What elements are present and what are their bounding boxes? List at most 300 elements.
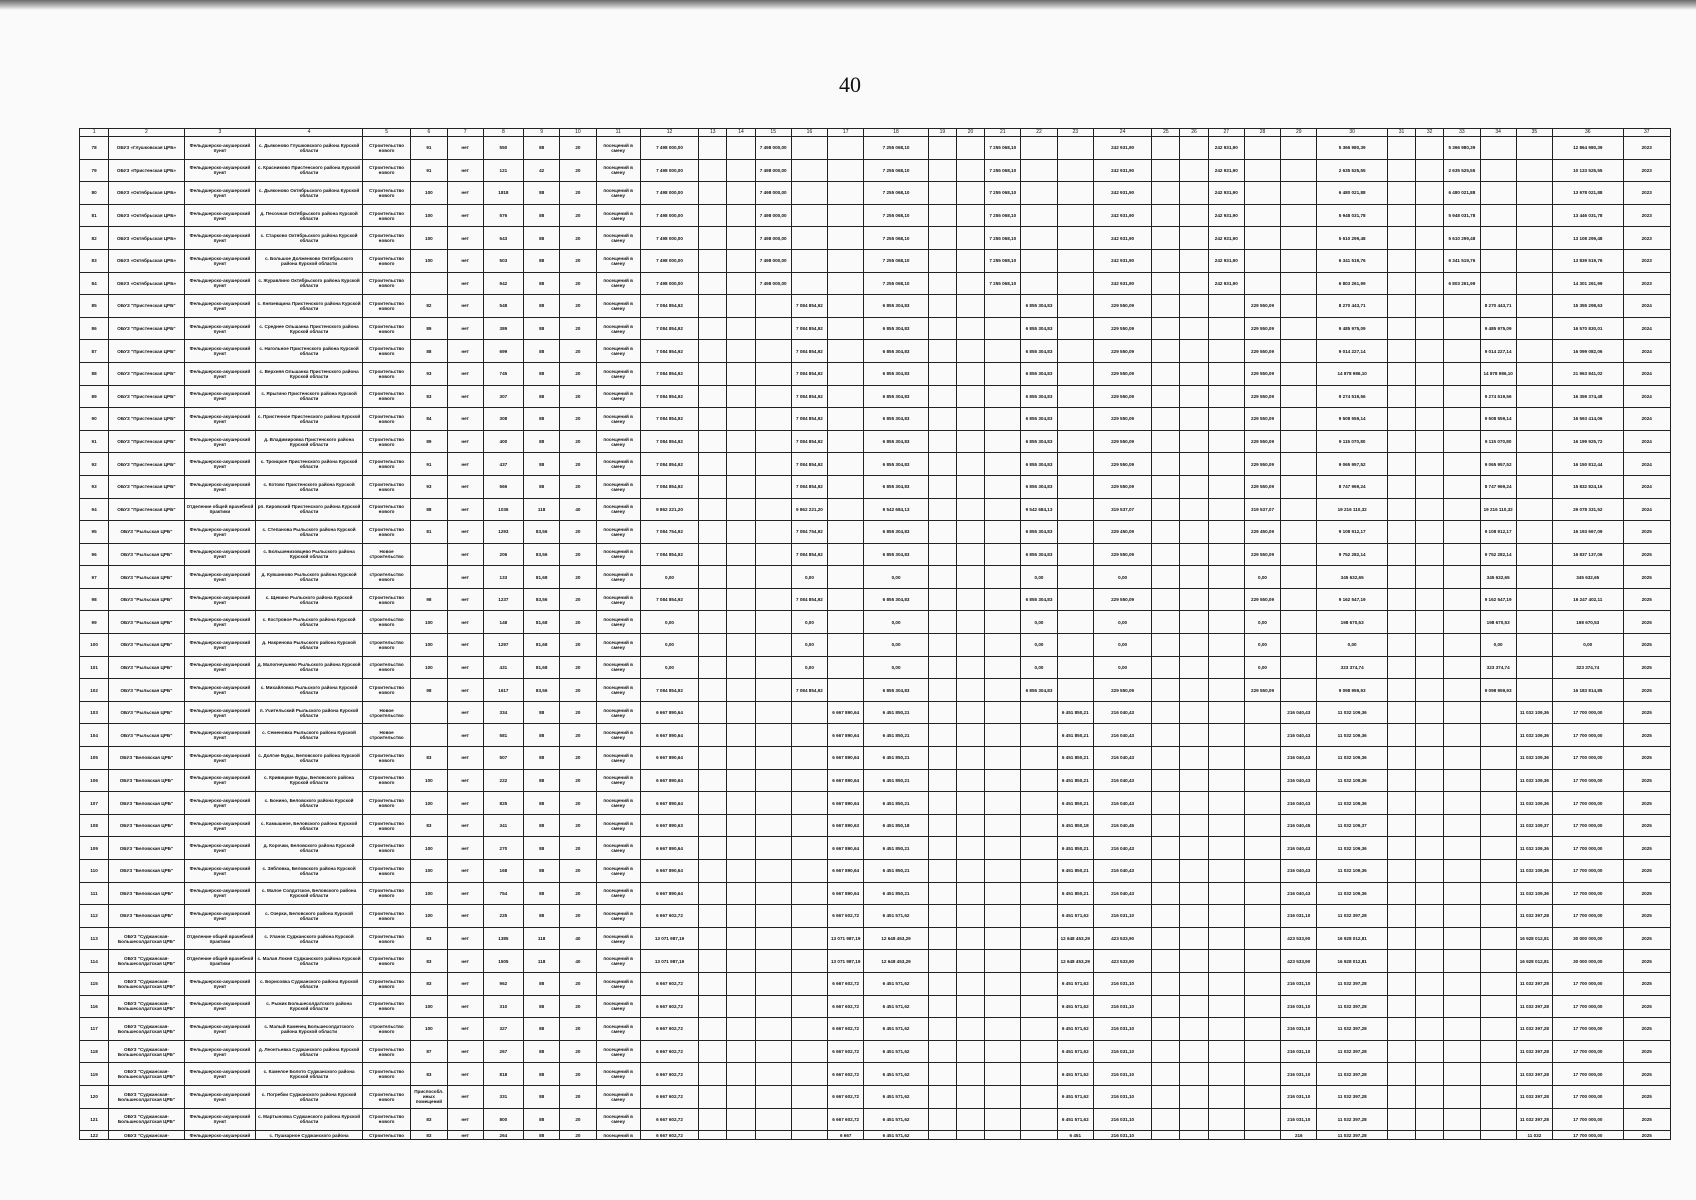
table-cell [755,1040,791,1063]
table-cell: 216 040,43 [1093,701,1151,724]
table-cell: посещений в смену [596,792,640,815]
table-cell: 88 [524,475,560,498]
table-cell [1281,159,1317,182]
table-cell [727,362,755,385]
table-cell: 114 [80,950,109,973]
table-cell [1244,747,1280,770]
table-cell [928,611,956,634]
table-cell: посещений в смену [596,182,640,205]
table-cell: 270 [483,837,523,860]
table-cell [699,769,727,792]
table-cell [1021,1131,1057,1140]
table-cell: 7 084 854,92 [791,543,827,566]
table-cell [1152,747,1180,770]
table-cell [828,204,864,227]
table-cell: 0,00 [640,566,698,589]
table-cell [985,498,1021,521]
table-cell: 118 [524,927,560,950]
column-header: 17 [828,129,864,137]
table-cell [1057,566,1093,589]
table-row [80,1063,1671,1086]
table-cell: 93 [411,362,447,385]
table-cell [1444,1108,1480,1131]
table-cell [1416,340,1444,363]
table-cell: 216 040,43 [1093,747,1151,770]
table-cell: 216 040,43 [1281,860,1317,883]
table-cell: 5 366 980,39 [1317,137,1387,160]
table-cell: Отделение общей врачебной практики [184,950,255,973]
table-cell: 96 [80,543,109,566]
table-cell: 6 667 890,64 [640,724,698,747]
table-cell: 2025 [1623,1040,1671,1063]
table-cell: 5 610 299,48 [1444,227,1480,250]
table-cell: 9 542 684,13 [864,498,928,521]
table-cell [828,498,864,521]
table-cell [928,295,956,318]
table-cell: 11 032 397,28 [1516,1063,1552,1086]
table-cell: 242 931,90 [1093,227,1151,250]
table-cell [828,227,864,250]
table-cell: 112 [80,905,109,928]
table-cell: 6 451 571,62 [864,1040,928,1063]
table-cell [727,453,755,476]
table-cell [828,317,864,340]
table-cell [699,362,727,385]
table-cell: 7 255 068,10 [985,272,1021,295]
table-row [80,430,1671,453]
table-cell [1416,453,1444,476]
table-cell: 6 451 571,62 [1057,995,1093,1018]
table-cell [791,792,827,815]
table-row [80,340,1671,363]
table-cell: 216 031,10 [1281,995,1317,1018]
table-cell: 100 [411,249,447,272]
table-cell: 7 498 000,00 [755,159,791,182]
table-cell: 216 031,10 [1093,972,1151,995]
table-cell: 11 032 397,28 [1317,995,1387,1018]
table-cell [1180,475,1208,498]
table-cell [985,792,1021,815]
table-cell: 9 274 519,56 [1480,385,1516,408]
table-cell: 2025 [1623,1063,1671,1086]
table-cell [828,453,864,476]
table-cell [755,1018,791,1041]
table-cell: 7 255 068,10 [985,249,1021,272]
table-cell: 242 931,90 [1093,272,1151,295]
table-cell [1244,724,1280,747]
table-cell: 345 632,65 [1317,566,1387,589]
table-cell [928,1040,956,1063]
table-cell [1180,1063,1208,1086]
table-cell [928,747,956,770]
table-cell: 2025 [1623,995,1671,1018]
table-cell [1057,430,1093,453]
table-cell: 2025 [1623,543,1671,566]
table-cell: 6 451 571,62 [1057,905,1093,928]
table-cell [755,792,791,815]
table-cell: 242 931,90 [1093,249,1151,272]
table-cell: 133 [483,566,523,589]
table-cell [928,1063,956,1086]
table-cell [1152,905,1180,928]
table-cell [828,475,864,498]
table-cell: 423 533,90 [1281,927,1317,950]
table-cell [1516,249,1552,272]
table-cell [1281,227,1317,250]
table-cell: 6 451 850,21 [1057,747,1093,770]
table-cell [1416,769,1444,792]
table-cell: 242 931,90 [1208,227,1244,250]
table-cell: п. Учительский Рыльского района Курской области [256,701,363,724]
table-cell: 319 537,07 [1093,498,1151,521]
table-cell [699,950,727,973]
table-cell [1387,430,1415,453]
table-cell: посещений в смену [596,295,640,318]
table-cell: 88 [411,340,447,363]
table-cell: 216 040,43 [1281,701,1317,724]
table-cell: строительство нового [362,611,410,634]
table-cell: с. Борисовка Суджанского района Курской области [256,972,363,995]
table-cell: 2024 [1623,317,1671,340]
table-cell: 11 032 109,37 [1317,814,1387,837]
table-cell [699,137,727,160]
table-cell: 242 931,90 [1093,204,1151,227]
table-cell [1416,611,1444,634]
table-cell: 242 931,90 [1208,272,1244,295]
table-cell [1180,408,1208,431]
table-cell: 86 [80,317,109,340]
table-cell: 6 451 850,21 [864,860,928,883]
table-cell: посещений в смену [596,747,640,770]
table-cell: 6 667 890,64 [828,860,864,883]
table-cell: 87 [80,340,109,363]
table-cell [1387,204,1415,227]
table-cell: 229 550,09 [1244,679,1280,702]
table-cell: 20 [560,1040,596,1063]
table-cell: 423 533,90 [1093,927,1151,950]
table-cell [755,656,791,679]
table-cell [1444,905,1480,928]
table-cell [956,927,984,950]
table-cell: нет [447,747,483,770]
table-cell [956,295,984,318]
table-cell [985,385,1021,408]
table-cell [1387,814,1415,837]
table-cell: 6 667 602,72 [640,1040,698,1063]
table-cell: Строительство нового [362,588,410,611]
table-cell: 216 040,43 [1281,769,1317,792]
table-cell [1416,1131,1444,1140]
table-cell: 7 084 854,92 [640,543,698,566]
table-cell: Строительство нового [362,137,410,160]
table-cell [755,950,791,973]
table-cell [1516,227,1552,250]
table-cell [985,295,1021,318]
table-cell [956,837,984,860]
table-cell [1180,430,1208,453]
table-cell [727,950,755,973]
table-cell: 7 084 854,92 [791,408,827,431]
table-cell [1444,679,1480,702]
table-cell: 7 084 854,92 [640,475,698,498]
table-cell: 83 [411,1108,447,1131]
table-cell: ОБУЗ "Суджанская-Большесолдатская ЦРБ" [109,1063,185,1086]
table-cell: 229 550,09 [1244,543,1280,566]
table-cell [956,792,984,815]
table-cell [1416,498,1444,521]
table-row [80,814,1671,837]
table-cell: 6 667 602,72 [828,1040,864,1063]
table-cell [1152,927,1180,950]
table-cell: 100 [411,634,447,657]
table-cell: Фельдшерско-акушерский пункт [184,814,255,837]
table-cell: 6 451 571,62 [864,1131,928,1140]
table-cell: 6 667 602,72 [828,1063,864,1086]
table-cell: 6 451 571,62 [1057,1040,1093,1063]
table-cell: 83 [411,927,447,950]
table-cell [1244,1131,1280,1140]
table-cell [985,340,1021,363]
table-cell [1444,362,1480,385]
table-row [80,950,1671,973]
table-cell: 7 498 000,00 [755,137,791,160]
table-cell [1208,340,1244,363]
table-cell: Фельдшерско-акушерский пункт [184,1018,255,1041]
table-cell: 11 032 109,36 [1317,769,1387,792]
table-cell [1057,475,1093,498]
table-cell [1152,362,1180,385]
table-cell [1516,340,1552,363]
table-cell: 110 [80,860,109,883]
table-cell: 5 948 031,78 [1317,204,1387,227]
table-cell: 88 [524,340,560,363]
table-cell: 20 [560,227,596,250]
table-cell [828,408,864,431]
table-cell [755,837,791,860]
table-cell [791,204,827,227]
table-cell [1208,362,1244,385]
column-header: 24 [1093,129,1151,137]
table-cell [1057,679,1093,702]
table-cell [791,747,827,770]
table-cell: посещений в смену [596,498,640,521]
table-cell: 2025 [1623,724,1671,747]
table-cell [1444,385,1480,408]
table-cell [1416,995,1444,1018]
table-cell [1208,317,1244,340]
table-cell: Строительство нового [362,882,410,905]
table-cell [956,249,984,272]
table-cell [1516,566,1552,589]
table-row [80,475,1671,498]
table-cell: 17 700 000,00 [1553,747,1623,770]
table-cell: 216 040,43 [1281,837,1317,860]
table-cell [985,950,1021,973]
table-cell [956,882,984,905]
table-cell [1152,385,1180,408]
table-cell: посещений в смену [596,927,640,950]
table-cell [1208,724,1244,747]
table-cell: 11 032 109,36 [1317,792,1387,815]
table-cell: 83 [411,1131,447,1140]
table-cell [1444,1063,1480,1086]
table-cell: Строительство нового [362,995,410,1018]
table-cell: 229 550,09 [1093,475,1151,498]
table-cell [727,475,755,498]
table-body [80,129,1671,1140]
table-cell: 229 550,09 [1244,295,1280,318]
table-cell [1281,295,1317,318]
table-cell [1516,362,1552,385]
table-cell [1057,159,1093,182]
table-cell [1387,972,1415,995]
table-cell [1208,701,1244,724]
table-cell: 5 366 980,39 [1444,137,1480,160]
table-cell: 9 752 282,14 [1480,543,1516,566]
table-cell [1480,905,1516,928]
table-cell [985,611,1021,634]
table-cell [1244,792,1280,815]
table-cell [755,1131,791,1140]
table-cell: 12 648 453,29 [864,950,928,973]
table-cell: 20 [560,1108,596,1131]
table-row [80,792,1671,815]
column-header: 20 [956,129,984,137]
table-cell: 11 032 397,28 [1317,1018,1387,1041]
table-cell [1208,1018,1244,1041]
table-cell: Фельдшерско-акушерский пункт [184,385,255,408]
table-cell: 2023 [1623,249,1671,272]
table-cell [755,1085,791,1108]
table-cell: 6 855 304,83 [1021,543,1057,566]
table-cell: 9 862 221,20 [640,498,698,521]
table-cell: Фельдшерско-акушерский пункт [184,362,255,385]
table-cell: 100 [411,769,447,792]
table-cell: Фельдшерско-акушерский пункт [184,182,255,205]
table-cell [1444,724,1480,747]
table-cell: 229 450,09 [1244,521,1280,544]
table-cell [1281,634,1317,657]
table-cell: 6 667 890,64 [640,769,698,792]
table-cell [956,588,984,611]
table-cell [1444,837,1480,860]
table-cell [1244,1040,1280,1063]
table-cell: 2025 [1623,1131,1671,1140]
table-cell [755,905,791,928]
table-cell: 216 031,10 [1281,905,1317,928]
table-cell [1180,588,1208,611]
table-row [80,159,1671,182]
table-cell: 20 [560,453,596,476]
table-cell [1152,882,1180,905]
table-cell: 198 670,53 [1480,611,1516,634]
table-cell: 1036 [483,498,523,521]
table-cell: Строительство нового [362,860,410,883]
table-cell [1021,249,1057,272]
table-cell [1416,860,1444,883]
table-cell: 566 [483,475,523,498]
table-cell: 6 855 304,83 [1021,453,1057,476]
table-row [80,882,1671,905]
table-cell: 6 451 571,62 [1057,1063,1093,1086]
table-cell [755,317,791,340]
table-cell [985,317,1021,340]
table-cell [699,860,727,883]
table-cell [1444,543,1480,566]
table-cell [828,588,864,611]
table-cell [699,882,727,905]
table-cell: 20 [560,882,596,905]
table-cell: 6 451 571,62 [864,1108,928,1131]
table-cell: 100 [80,634,109,657]
table-cell [727,701,755,724]
table-cell: 229 550,09 [1093,317,1151,340]
table-cell: 11 032 109,36 [1516,724,1552,747]
table-cell: 13 446 031,78 [1553,204,1623,227]
table-cell [755,634,791,657]
table-cell [1180,385,1208,408]
table-cell: Фельдшерско-акушерский пункт [184,747,255,770]
table-cell: 81 [80,204,109,227]
table-cell [1387,1018,1415,1041]
table-cell [791,724,827,747]
table-cell [1480,769,1516,792]
table-cell [1152,679,1180,702]
table-cell: нет [447,385,483,408]
table-cell: посещений в смену [596,588,640,611]
table-cell [1416,249,1444,272]
table-cell: 14 301 261,99 [1553,272,1623,295]
table-cell: Фельдшерско-акушерский пункт [184,272,255,295]
table-cell [1281,182,1317,205]
table-cell [755,588,791,611]
table-cell: 40 [560,927,596,950]
table-cell: 20 [560,295,596,318]
table-cell: посещений в смену [596,634,640,657]
table-cell: 20 [560,588,596,611]
table-cell [791,882,827,905]
table-cell [1208,995,1244,1018]
table-cell: 6 855 304,83 [1021,521,1057,544]
table-cell: ОБУЗ "Пристенская ЦРБ" [109,295,185,318]
table-cell [411,272,447,295]
table-cell [1208,950,1244,973]
table-cell: ОБУЗ "Беловская ЦРБ" [109,905,185,928]
table-cell: 11 032 109,36 [1516,837,1552,860]
table-cell [828,634,864,657]
table-cell [1152,408,1180,431]
table-cell: 119 [80,1063,109,1086]
table-cell [1244,837,1280,860]
table-cell [928,950,956,973]
table-cell [956,408,984,431]
table-cell: Строительство нового [362,362,410,385]
table-cell: посещений в смену [596,837,640,860]
table-cell: 229 550,09 [1244,408,1280,431]
table-cell: 6 451 850,21 [864,882,928,905]
table-cell [985,769,1021,792]
table-cell: 17 700 000,00 [1553,1018,1623,1041]
table-cell: с. Малая Локня Суджанского района Курской области [256,950,363,973]
table-cell: 17 700 000,00 [1553,995,1623,1018]
table-cell: нет [447,453,483,476]
table-cell: посещений в смену [596,950,640,973]
table-cell: 6 855 304,83 [864,453,928,476]
table-cell: 7 084 854,92 [640,430,698,453]
table-cell: 11 032 397,28 [1317,1063,1387,1086]
table-cell: Строительство нового [362,272,410,295]
table-cell: 229 550,09 [1093,295,1151,318]
